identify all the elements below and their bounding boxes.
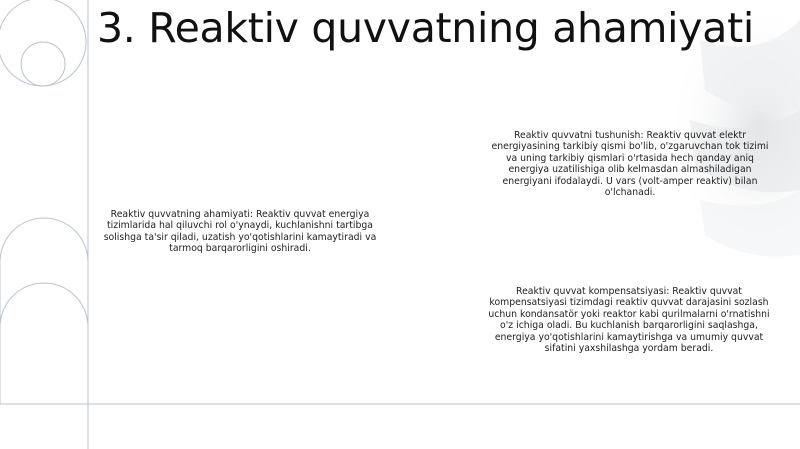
deco-circle-small: [21, 42, 65, 86]
text-block-reactive-power-compensation: Reaktiv quvvat kompensatsiyasi: Reaktiv quvvat kompensatsiyasi tizimdagi reaktiv quvvat darajasini sozlash uchun kondansatör yoki reaktor kabi qurilmalarni o'rnatishni o'z ichiga oladi. Bu kuchlanish barqarorligini saqlashga, energiya yo'qotishlarini kamaytirishga va umumiy quvvat sifatini yaxshilashga yordam beradi.: [488, 286, 770, 355]
slide-title: 3. Reaktiv quvvatning ahamiyati: [97, 4, 754, 52]
deco-arch-lower: [0, 283, 88, 404]
text-block-importance-of-reactive-power: Reaktiv quvvatning ahamiyati: Reaktiv quvvat energiya tizimlarida hal qiluvchi rol o'ynaydi, kuchlanishni tartibga solishga ta'sir qiladi, uzatish yo'qotishlarini kamaytiradi va tarmoq barqarorligini oshiradi.: [103, 209, 377, 255]
deco-arch-upper: [0, 218, 88, 404]
text-block-understanding-reactive-power: Reaktiv quvvatni tushunish: Reaktiv quvvat elektr energiyasining tarkibiy qismi bo'lib, o'zgaruvchan tok tizimi va uning tarkibiy qismlari o'rtasida hech qanday aniq energiya uzatilishiga olib kelmasdan almashiladigan energiyani ifodalaydi. U vars (volt-amper reaktiv) bilan o'lchanadi.: [491, 130, 769, 199]
deco-circle-large: [0, 0, 86, 86]
